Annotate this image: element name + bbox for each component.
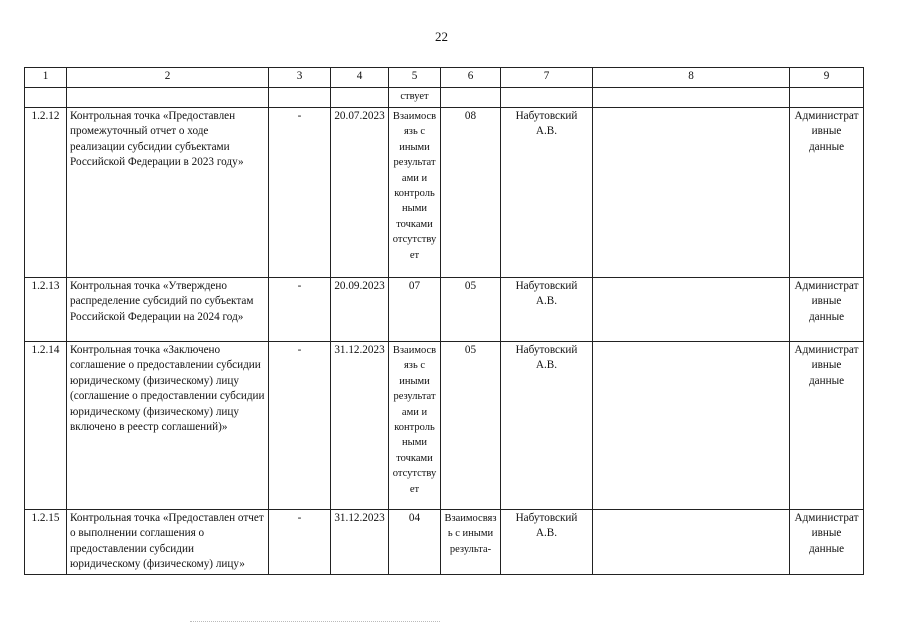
- column-header: 7: [501, 68, 593, 88]
- table-cell: [25, 88, 67, 108]
- row-col3: -: [269, 108, 331, 278]
- table-cell: [331, 88, 389, 108]
- row-number: 1.2.13: [25, 278, 67, 342]
- table-cell: [790, 88, 864, 108]
- row-col3: -: [269, 342, 331, 510]
- table-row: [25, 108, 864, 278]
- column-header: 1: [25, 68, 67, 88]
- row-number: 1.2.14: [25, 342, 67, 510]
- row-col6: 08: [441, 108, 501, 278]
- table-row: [25, 278, 864, 342]
- continuation-row: [25, 88, 864, 108]
- row-col8: [593, 342, 790, 510]
- table-cell: [441, 88, 501, 108]
- column-header: 8: [593, 68, 790, 88]
- row-col8: [593, 278, 790, 342]
- column-header: 5: [389, 68, 441, 88]
- row-col8: [593, 108, 790, 278]
- table-cell: ствует: [389, 88, 441, 108]
- control-points-table: [24, 67, 864, 575]
- row-col8: [593, 510, 790, 575]
- table-cell: [593, 88, 790, 108]
- scan-artifact-line: [190, 621, 440, 622]
- row-col6: 05: [441, 342, 501, 510]
- row-description: Контрольная точка «Утверждено распределение субсидий по субъектам Российской Федерации на 2024 год»: [67, 278, 269, 342]
- row-col6: Взаимосвязь с иными результа-: [441, 510, 501, 575]
- table-cell: [269, 88, 331, 108]
- row-source: Административные данные: [790, 342, 864, 510]
- row-source: Административные данные: [790, 510, 864, 575]
- row-responsible: Набутовский А.В.: [501, 342, 593, 510]
- row-description: Контрольная точка «Предоставлен промежуточный отчет о ходе реализации субсидии субъектами Российской Федерации в 2023 году»: [67, 108, 269, 278]
- row-date: 20.07.2023: [331, 108, 389, 278]
- column-header: 2: [67, 68, 269, 88]
- row-description: Контрольная точка «Предоставлен отчет о выполнении соглашения о предоставлении субсидии юридическому (физическому) лицу»: [67, 510, 269, 575]
- header-row: [25, 68, 864, 88]
- row-date: 31.12.2023: [331, 510, 389, 575]
- row-number: 1.2.12: [25, 108, 67, 278]
- row-date: 31.12.2023: [331, 342, 389, 510]
- row-source: Административные данные: [790, 278, 864, 342]
- column-header: 3: [269, 68, 331, 88]
- table-row: [25, 342, 864, 510]
- row-date: 20.09.2023: [331, 278, 389, 342]
- row-col5: 07: [389, 278, 441, 342]
- row-col3: -: [269, 278, 331, 342]
- table-cell: [67, 88, 269, 108]
- table-row: [25, 510, 864, 575]
- row-responsible: Набутовский А.В.: [501, 278, 593, 342]
- row-responsible: Набутовский А.В.: [501, 510, 593, 575]
- column-header: 6: [441, 68, 501, 88]
- row-col5: Взаимосвязь с иными результатами и контрольными точками отсутствует: [389, 108, 441, 278]
- row-col3: -: [269, 510, 331, 575]
- row-col5: 04: [389, 510, 441, 575]
- row-col5: Взаимосвязь с иными результатами и контрольными точками отсутствует: [389, 342, 441, 510]
- row-source: Административные данные: [790, 108, 864, 278]
- table-cell: [501, 88, 593, 108]
- row-col6: 05: [441, 278, 501, 342]
- row-responsible: Набутовский А.В.: [501, 108, 593, 278]
- page-number: 22: [435, 29, 448, 44]
- column-header: 4: [331, 68, 389, 88]
- column-header: 9: [790, 68, 864, 88]
- row-description: Контрольная точка «Заключено соглашение о предоставлении субсидии юридическому (физическому) лицу (соглашение о предоставлении субсидии юридическому (физическому) лицу включено в реестр соглашений)»: [67, 342, 269, 510]
- row-number: 1.2.15: [25, 510, 67, 575]
